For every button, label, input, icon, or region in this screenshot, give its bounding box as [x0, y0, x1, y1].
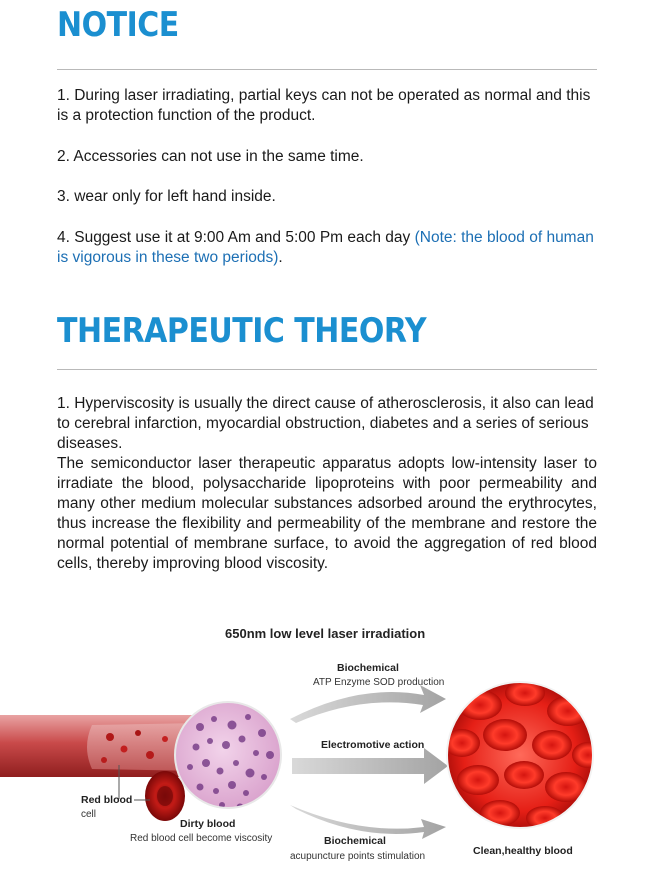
- arrow-bottom-icon: [290, 805, 446, 839]
- arrow-top-icon: [290, 685, 446, 723]
- notice-item-1: 1. During laser irradiating, partial keys can not be operated as normal and this is a protection function of the product.: [57, 87, 591, 124]
- clean-blood-label: Clean,healthy blood: [473, 845, 573, 857]
- dirty-blood-sublabel: Red blood cell become viscosity: [130, 833, 273, 844]
- arrow-middle-icon: [292, 748, 448, 784]
- red-blood-cell-sublabel: cell: [81, 809, 97, 820]
- bottom-arrow-sublabel: acupuncture points stimulation: [290, 851, 426, 862]
- theory-paragraph-1: 1. Hyperviscosity is usually the direct cause of atherosclerosis, it also can lead to cerebral infarction, myocardial obstruction, diabetes and a series of serious diseases.: [57, 395, 594, 452]
- theory-paragraph-2: The semiconductor laser therapeutic apparatus adopts low-intensity laser to irradiate the blood, polysaccharide lipoproteins with poor permeability and many other medium molecular substances adsorbed around the erythrocytes, thus increase the flexibility and permeability of the membrane and restore the normal potential of membrane surface, to avoid the aggregation of red blood cells, thereby improving blood viscosity.: [57, 455, 597, 572]
- dirty-blood-label: Dirty blood: [180, 818, 236, 830]
- theory-heading: THERAPEUTIC THEORY: [57, 312, 427, 352]
- notice-item-4-end: .: [278, 249, 283, 266]
- bottom-arrow-label: Biochemical: [324, 835, 386, 847]
- notice-item-4: [57, 228, 597, 268]
- notice-heading: NOTICE: [57, 6, 179, 46]
- middle-arrow-label: Electromotive action: [321, 739, 425, 751]
- notice-divider: [57, 69, 597, 70]
- theory-divider: [57, 369, 597, 370]
- figure-title: 650nm low level laser irradiation: [225, 626, 426, 641]
- notice-item-4-text: 4. Suggest use it at 9:00 Am and 5:00 Pm each day: [57, 229, 411, 246]
- red-blood-cell-label: Red blood: [81, 794, 133, 806]
- laser-irradiation-figure: [0, 615, 650, 870]
- notice-item-2: 2. Accessories can not use in the same time.: [57, 148, 364, 165]
- notice-item-4-note: (Note: the blood of human is vigorous in these two periods): [57, 229, 594, 266]
- top-arrow-label: Biochemical: [337, 662, 399, 674]
- notice-item-3: 3. wear only for left hand inside.: [57, 188, 276, 205]
- top-arrow-sublabel: ATP Enzyme SOD production: [313, 677, 445, 688]
